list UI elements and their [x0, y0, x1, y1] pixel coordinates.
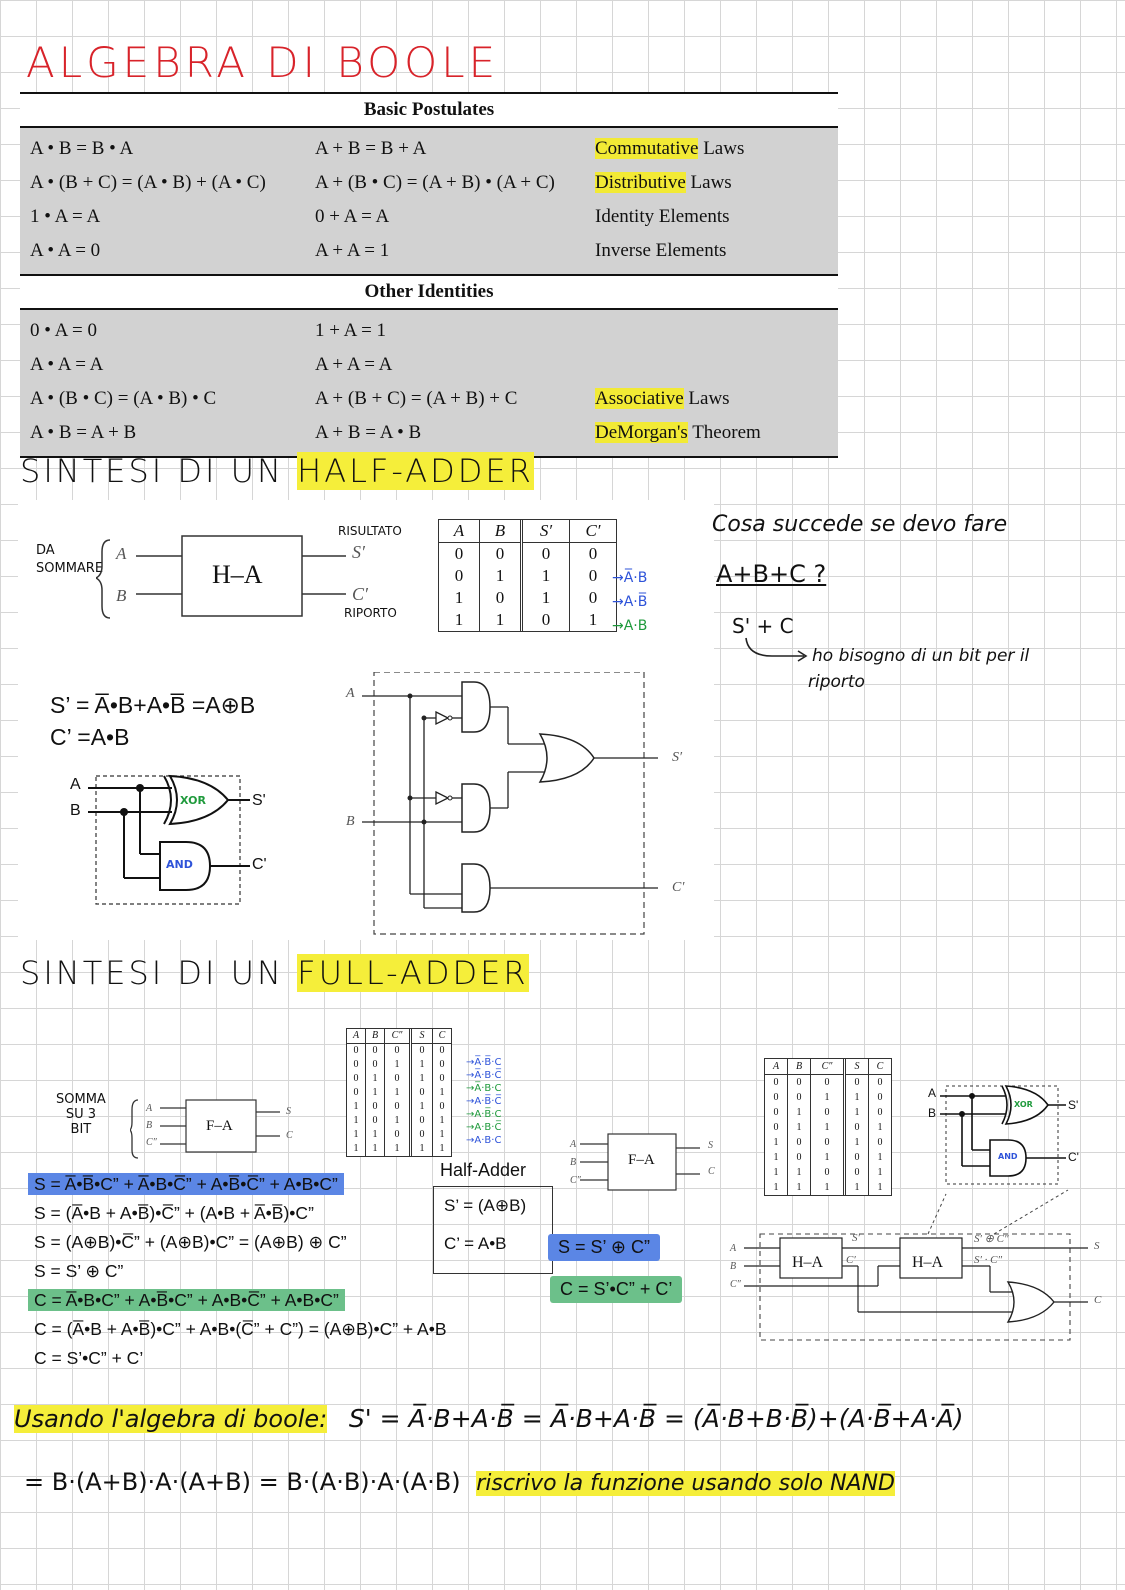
fa-truth-table-2: A B C″ S C 0 0 0 0 0 0 0 1 1 0 0 1 0 1 0 0 1 1 0 1 1 0 0 1 0 1 0 1 0 1 1 1 0 0 1 1 1 1 1 1	[764, 1058, 892, 1196]
fa2-out-c: C	[708, 1166, 715, 1177]
fa-out-c: C	[286, 1130, 293, 1141]
ha-summary-box: S’ = (A⊕B) C’ = A•B	[433, 1186, 553, 1274]
and-out-label: C'	[252, 856, 267, 873]
ha-block-2: H–A	[912, 1254, 944, 1271]
ha-xor-and-circuit	[60, 770, 280, 910]
question-line-5: riporto	[808, 672, 865, 692]
fa-block-label: F–A	[206, 1118, 233, 1134]
fa-out-s: S	[286, 1106, 291, 1117]
and-gate-label: AND	[166, 858, 193, 871]
page-title: ALGEBRA DI BOOLE	[26, 38, 500, 87]
big-circ-b: B	[346, 814, 355, 829]
other-identities-header: Other Identities	[20, 276, 838, 310]
riporto-label: RIPORTO	[344, 606, 397, 620]
ha-note-2: →A·B̅	[612, 594, 648, 610]
ha-eq-c: C’ =A•B	[50, 724, 130, 750]
question-line-3: S' + C	[732, 614, 794, 638]
table-row: 1 • A = A 0 + A = A Identity Elements	[30, 206, 730, 227]
fa-circ-b: B	[928, 1106, 937, 1120]
fa-inputs: A B C″	[146, 1103, 157, 1148]
basic-postulates-header: Basic Postulates	[20, 92, 838, 128]
wire-c1: C′	[846, 1254, 856, 1266]
ha-output-c: C′	[352, 584, 368, 604]
table-row: A • A = A A + A = A	[30, 354, 393, 375]
question-line-2: A+B+C ?	[716, 560, 827, 588]
somma-label: SOMMA SU 3 BIT	[56, 1092, 106, 1137]
boole-table	[20, 92, 838, 458]
full-adder-title: SINTESI DI UN FULL-ADDER	[20, 954, 529, 992]
table-row: A • A = 0 A + A = 1 Inverse Elements	[30, 240, 727, 261]
fa2-label: F–A	[628, 1152, 655, 1168]
ha-nand-circuit	[340, 672, 700, 938]
big-circ-c: C′	[672, 880, 685, 895]
ha-output-s: S′	[352, 542, 365, 562]
ha-eq-s: S’ = A̅•B+A•B̅ =A⊕B	[50, 692, 256, 718]
result-c: C = S’•C” + C’	[550, 1276, 682, 1303]
risultato-label: RISULTATO	[338, 524, 402, 538]
nand-line-2: = B·(A+B)·A·(A+B) = B·(A·B)·A·(A·B) riscrivo la funzione usando solo NAND	[24, 1468, 895, 1496]
table-row: A • (B + C) = (A • B) + (A • C) A + (B • C) = (A + B) • (A + C) Distributive Laws	[30, 172, 732, 193]
half-adder-title: SINTESI DI UN HALF-ADDER	[20, 452, 534, 490]
fa-equations: S = A̅•B̅•C” + A̅•B•C̅” + A•B̅•C̅” + A•B•C” S = (A̅•B + A•B̅)•C̅” + (A•B + A̅•B̅)•C” S = (A⊕B)•C̅” + (A⊕B)•C” = (A⊕B) ⊕ C” S = S’ ⊕ C” C = A̅•B•C” + A•B̅•C” + A•B•C̅” + A•B•C” C = (A̅•B + A•B̅)•C” + A•B•(C̅” + C”) = (A⊕B)•C” + A•B C = S’•C” + C’	[28, 1170, 447, 1373]
big-circ-s: S′	[672, 750, 683, 765]
identities-block	[20, 310, 838, 458]
xor-out-label: S'	[252, 792, 266, 809]
ha-truth-table: A B S′ C′ 0 0 0 0 0 1 1 0 1 0 1 0 1 1 0 1	[438, 519, 617, 632]
table-row: A • B = B • A A + B = B + A Commutative Laws	[30, 138, 745, 159]
table-row: 0 • A = 0 1 + A = 1	[30, 320, 387, 341]
fa-xor-and-circuit	[926, 1080, 1079, 1190]
fa2-out-s: S	[708, 1140, 713, 1151]
fa-ext-inputs: A B C″	[730, 1243, 741, 1290]
wire-c2: S′ · C″	[974, 1254, 1003, 1266]
circ-b-label: B	[70, 802, 81, 819]
fa2-inputs: A B C″	[570, 1139, 581, 1186]
ha-summary-title: Half-Adder	[440, 1160, 527, 1180]
note-arrow	[742, 636, 812, 666]
fa-ext-c: C	[1094, 1294, 1102, 1306]
fa-xor-label: XOR	[1014, 1100, 1033, 1109]
postulates-block	[20, 128, 838, 276]
ha-note-3: →A·B	[612, 618, 648, 634]
big-circ-a: A	[346, 686, 355, 701]
result-s: S = S’ ⊕ C”	[548, 1234, 660, 1261]
wire-s1: S′	[852, 1232, 860, 1244]
ha-input-b: B	[116, 586, 127, 605]
fa-circ-c: C'	[1068, 1150, 1079, 1164]
ha-input-a: A	[116, 544, 127, 563]
fa-circ-a: A	[928, 1086, 937, 1100]
question-line-4: ho bisogno di un bit per il	[812, 646, 1030, 666]
fa-circ-s: S'	[1068, 1098, 1079, 1112]
xor-gate-label: XOR	[180, 794, 206, 807]
table-row: A • (B • C) = (A • B) • C A + (B + C) = (A + B) + C Associative Laws	[30, 388, 730, 409]
fa-notes: →A̅·B̅·C →A̅·B·C̅ →A̅·B·C →A·B̅·C̅ →A·B̅·C →A·B·C̅ →A·B·C	[466, 1057, 502, 1146]
circ-a-label: A	[70, 776, 81, 793]
ha-note-1: →A̅·B	[612, 570, 648, 586]
fa-ext-s: S	[1094, 1240, 1100, 1252]
nand-line-1: Usando l'algebra di boole: S' = A̅·B+A·B̅ = A̅·B+A·B̅ = (A̅·B+B·B̅)+(A·B̅+A·A̅)	[14, 1404, 964, 1433]
table-row: A • B = A + B A + B = A • B DeMorgan's Theorem	[30, 422, 761, 443]
fa-and-label: AND	[998, 1152, 1018, 1161]
fa-truth-table: A B C″ S C 0 0 0 0 0 0 0 1 1 0 0 1 0 1 0 0 1 1 0 1 1 0 0 1 0 1 0 1 0 1 1 1 0 0 1 1 1 1 1 1	[346, 1028, 452, 1157]
question-line-1: Cosa succede se devo fare	[712, 512, 1008, 537]
da-sommare-label: DA SOMMARE	[36, 543, 104, 576]
ha-block-label: H–A	[212, 560, 263, 589]
ha-block-1: H–A	[792, 1254, 824, 1271]
wire-s2: S′ ⊕ C″	[974, 1233, 1009, 1245]
